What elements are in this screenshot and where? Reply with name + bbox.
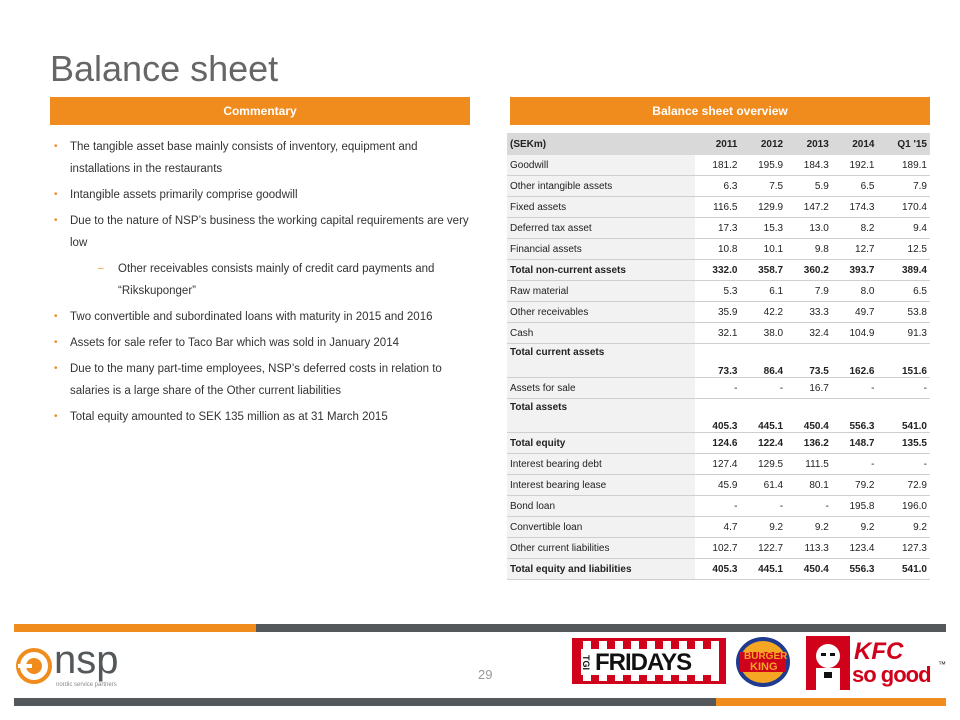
table-row bbox=[507, 197, 930, 218]
table-cell: 123.4 bbox=[832, 538, 878, 559]
table-cell: - bbox=[740, 496, 786, 517]
table-cell: 9.2 bbox=[740, 517, 786, 538]
page-title: Balance sheet bbox=[50, 48, 279, 89]
row-label: Assets for sale bbox=[507, 378, 695, 399]
table-row bbox=[507, 475, 930, 496]
row-label: Bond loan bbox=[507, 496, 695, 517]
commentary-item: • Two convertible and subordinated loans with maturity in 2015 and 2016 bbox=[50, 306, 470, 328]
table-cell: 5.9 bbox=[786, 176, 832, 197]
table-cell: 9.2 bbox=[878, 517, 931, 538]
commentary-header: Commentary bbox=[50, 97, 470, 125]
row-label: Deferred tax asset bbox=[507, 218, 695, 239]
kfc-text: KFC bbox=[854, 638, 904, 665]
row-label: Interest bearing debt bbox=[507, 454, 695, 475]
table-cell: 113.3 bbox=[786, 538, 832, 559]
table-cell: 127.4 bbox=[695, 454, 741, 475]
table-cell: - bbox=[695, 378, 741, 399]
row-label: Total assets bbox=[507, 399, 695, 433]
table-cell: 189.1 bbox=[878, 155, 931, 176]
table-cell: - bbox=[832, 378, 878, 399]
column-header: 2013 bbox=[786, 133, 832, 155]
king-text: KING bbox=[750, 661, 778, 673]
table-row bbox=[507, 344, 930, 378]
table-cell: 450.4 bbox=[786, 399, 832, 433]
footer-bar-grey-top bbox=[256, 624, 946, 632]
table-cell: 445.1 bbox=[740, 399, 786, 433]
table-cell: 12.7 bbox=[832, 239, 878, 260]
table-cell: 192.1 bbox=[832, 155, 878, 176]
table-cell: 124.6 bbox=[695, 433, 741, 454]
row-label: Other current liabilities bbox=[507, 538, 695, 559]
table-row bbox=[507, 302, 930, 323]
table-cell: 8.0 bbox=[832, 281, 878, 302]
table-cell: 122.7 bbox=[740, 538, 786, 559]
table-cell: 332.0 bbox=[695, 260, 741, 281]
row-label: Total equity bbox=[507, 433, 695, 454]
table-cell: 61.4 bbox=[740, 475, 786, 496]
table-cell: 49.7 bbox=[832, 302, 878, 323]
column-header: 2014 bbox=[832, 133, 878, 155]
commentary-item: • Assets for sale refer to Taco Bar which was sold in January 2014 bbox=[50, 332, 470, 354]
table-cell: 393.7 bbox=[832, 260, 878, 281]
page-number: 29 bbox=[478, 667, 493, 682]
commentary-subitem: – Other receivables consists mainly of credit card payments and “Rikskuponger” bbox=[50, 258, 470, 302]
bullet-icon: • bbox=[54, 363, 58, 374]
table-cell: 556.3 bbox=[832, 559, 878, 580]
table-cell: 42.2 bbox=[740, 302, 786, 323]
burger-text: BURGER bbox=[744, 651, 788, 662]
table-cell: 9.2 bbox=[832, 517, 878, 538]
table-cell: 9.4 bbox=[878, 218, 931, 239]
row-label: Cash bbox=[507, 323, 695, 344]
table-row bbox=[507, 176, 930, 197]
table-cell: 13.0 bbox=[786, 218, 832, 239]
bullet-icon: • bbox=[54, 141, 58, 152]
column-header: 2011 bbox=[695, 133, 741, 155]
row-label: Raw material bbox=[507, 281, 695, 302]
table-row bbox=[507, 496, 930, 517]
table-cell: 32.4 bbox=[786, 323, 832, 344]
footer-bar-accent-top bbox=[14, 624, 256, 632]
footer-bar-accent-bottom bbox=[716, 698, 946, 706]
table-cell: 7.9 bbox=[786, 281, 832, 302]
table-row bbox=[507, 218, 930, 239]
table-row bbox=[507, 239, 930, 260]
nsp-tagline: nordic service partners bbox=[56, 682, 117, 688]
bullet-icon: • bbox=[54, 215, 58, 226]
table-cell: 53.8 bbox=[878, 302, 931, 323]
table-cell: 45.9 bbox=[695, 475, 741, 496]
table-cell: 7.5 bbox=[740, 176, 786, 197]
overview-header: Balance sheet overview bbox=[510, 97, 930, 125]
table-cell: 358.7 bbox=[740, 260, 786, 281]
commentary-item: • Intangible assets primarily comprise goodwill bbox=[50, 184, 470, 206]
fridays-text: FRIDAYS bbox=[595, 649, 692, 676]
commentary-list bbox=[50, 136, 470, 432]
column-header: 2012 bbox=[740, 133, 786, 155]
table-cell: - bbox=[786, 496, 832, 517]
table-cell: 73.3 bbox=[695, 344, 741, 378]
table-cell: 7.9 bbox=[878, 176, 931, 197]
footer-bar-grey-bottom bbox=[14, 698, 716, 706]
commentary-item: • Due to the nature of NSP’s business the working capital requirements are very low bbox=[50, 210, 470, 254]
table-cell: 389.4 bbox=[878, 260, 931, 281]
nsp-swirl-icon bbox=[14, 644, 54, 688]
kfc-logo bbox=[806, 636, 946, 692]
tgi-text: TGI bbox=[581, 655, 591, 670]
table-cell: 33.3 bbox=[786, 302, 832, 323]
table-cell: 4.7 bbox=[695, 517, 741, 538]
table-cell: 8.2 bbox=[832, 218, 878, 239]
table-cell: - bbox=[878, 378, 931, 399]
table-cell: 6.1 bbox=[740, 281, 786, 302]
table-row bbox=[507, 433, 930, 454]
table-row bbox=[507, 378, 930, 399]
table-row bbox=[507, 454, 930, 475]
table-row bbox=[507, 155, 930, 176]
burger-king-logo bbox=[735, 636, 791, 688]
table-cell: 102.7 bbox=[695, 538, 741, 559]
table-row bbox=[507, 399, 930, 433]
table-cell: 12.5 bbox=[878, 239, 931, 260]
sogood-text: so good bbox=[852, 662, 931, 687]
row-label: Fixed assets bbox=[507, 197, 695, 218]
table-cell: 405.3 bbox=[695, 559, 741, 580]
table-cell: 35.9 bbox=[695, 302, 741, 323]
table-cell: 6.5 bbox=[832, 176, 878, 197]
table-cell: 445.1 bbox=[740, 559, 786, 580]
table-header-row bbox=[507, 133, 930, 155]
column-header: Q1 '15 bbox=[878, 133, 931, 155]
table-cell: 162.6 bbox=[832, 344, 878, 378]
table-cell: 135.5 bbox=[878, 433, 931, 454]
table-cell: 16.7 bbox=[786, 378, 832, 399]
table-cell: 136.2 bbox=[786, 433, 832, 454]
row-label: Convertible loan bbox=[507, 517, 695, 538]
table-cell: 148.7 bbox=[832, 433, 878, 454]
bullet-icon: • bbox=[54, 189, 58, 200]
table-cell: 181.2 bbox=[695, 155, 741, 176]
table-cell: 38.0 bbox=[740, 323, 786, 344]
table-cell: 6.5 bbox=[878, 281, 931, 302]
table-cell: 195.9 bbox=[740, 155, 786, 176]
colonel-icon bbox=[806, 636, 850, 690]
table-cell: 9.8 bbox=[786, 239, 832, 260]
row-label: Interest bearing lease bbox=[507, 475, 695, 496]
table-row bbox=[507, 281, 930, 302]
table-cell: - bbox=[695, 496, 741, 517]
table-cell: 6.3 bbox=[695, 176, 741, 197]
table-cell: 79.2 bbox=[832, 475, 878, 496]
nsp-wordmark: nsp bbox=[54, 638, 119, 682]
bullet-icon: • bbox=[54, 411, 58, 422]
table-cell: 196.0 bbox=[878, 496, 931, 517]
table-cell: 9.2 bbox=[786, 517, 832, 538]
bullet-icon: • bbox=[54, 311, 58, 322]
table-cell: 116.5 bbox=[695, 197, 741, 218]
bullet-icon: • bbox=[54, 337, 58, 348]
commentary-item: • Due to the many part-time employees, NSP’s deferred costs in relation to salaries is a large share of the Other current liabilities bbox=[50, 358, 470, 402]
row-label: Total current assets bbox=[507, 344, 695, 378]
table-cell: 147.2 bbox=[786, 197, 832, 218]
tgi-fridays-logo bbox=[572, 638, 726, 684]
table-cell: - bbox=[740, 378, 786, 399]
table-row bbox=[507, 559, 930, 580]
table-cell: 360.2 bbox=[786, 260, 832, 281]
table-cell: 17.3 bbox=[695, 218, 741, 239]
trademark-text: ™ bbox=[938, 660, 946, 669]
table-row bbox=[507, 538, 930, 559]
row-label: Other intangible assets bbox=[507, 176, 695, 197]
table-cell: 104.9 bbox=[832, 323, 878, 344]
balance-sheet-table bbox=[507, 133, 930, 580]
table-cell: 129.9 bbox=[740, 197, 786, 218]
table-cell: 73.5 bbox=[786, 344, 832, 378]
table-cell: 174.3 bbox=[832, 197, 878, 218]
table-row bbox=[507, 517, 930, 538]
table-cell: - bbox=[832, 454, 878, 475]
table-cell: - bbox=[878, 454, 931, 475]
row-label: Total non-current assets bbox=[507, 260, 695, 281]
table-cell: 5.3 bbox=[695, 281, 741, 302]
table-cell: 450.4 bbox=[786, 559, 832, 580]
table-row bbox=[507, 260, 930, 281]
table-cell: 129.5 bbox=[740, 454, 786, 475]
row-label: Other receivables bbox=[507, 302, 695, 323]
table-cell: 127.3 bbox=[878, 538, 931, 559]
table-cell: 184.3 bbox=[786, 155, 832, 176]
nsp-logo bbox=[14, 638, 144, 692]
row-label: Goodwill bbox=[507, 155, 695, 176]
table-cell: 556.3 bbox=[832, 399, 878, 433]
table-cell: 541.0 bbox=[878, 559, 931, 580]
table-cell: 10.8 bbox=[695, 239, 741, 260]
table-cell: 80.1 bbox=[786, 475, 832, 496]
dash-icon: – bbox=[98, 263, 104, 274]
table-cell: 151.6 bbox=[878, 344, 931, 378]
table-cell: 10.1 bbox=[740, 239, 786, 260]
table-cell: 32.1 bbox=[695, 323, 741, 344]
table-cell: 541.0 bbox=[878, 399, 931, 433]
table-cell: 405.3 bbox=[695, 399, 741, 433]
table-cell: 122.4 bbox=[740, 433, 786, 454]
row-label: Total equity and liabilities bbox=[507, 559, 695, 580]
table-cell: 111.5 bbox=[786, 454, 832, 475]
table-cell: 91.3 bbox=[878, 323, 931, 344]
table-cell: 15.3 bbox=[740, 218, 786, 239]
commentary-item: • The tangible asset base mainly consists of inventory, equipment and installations in the restaurants bbox=[50, 136, 470, 180]
table-cell: 170.4 bbox=[878, 197, 931, 218]
table-row bbox=[507, 323, 930, 344]
column-header: (SEKm) bbox=[507, 133, 695, 155]
commentary-item: • Total equity amounted to SEK 135 million as at 31 March 2015 bbox=[50, 406, 470, 428]
table-cell: 195.8 bbox=[832, 496, 878, 517]
table-cell: 72.9 bbox=[878, 475, 931, 496]
row-label: Financial assets bbox=[507, 239, 695, 260]
table-cell: 86.4 bbox=[740, 344, 786, 378]
